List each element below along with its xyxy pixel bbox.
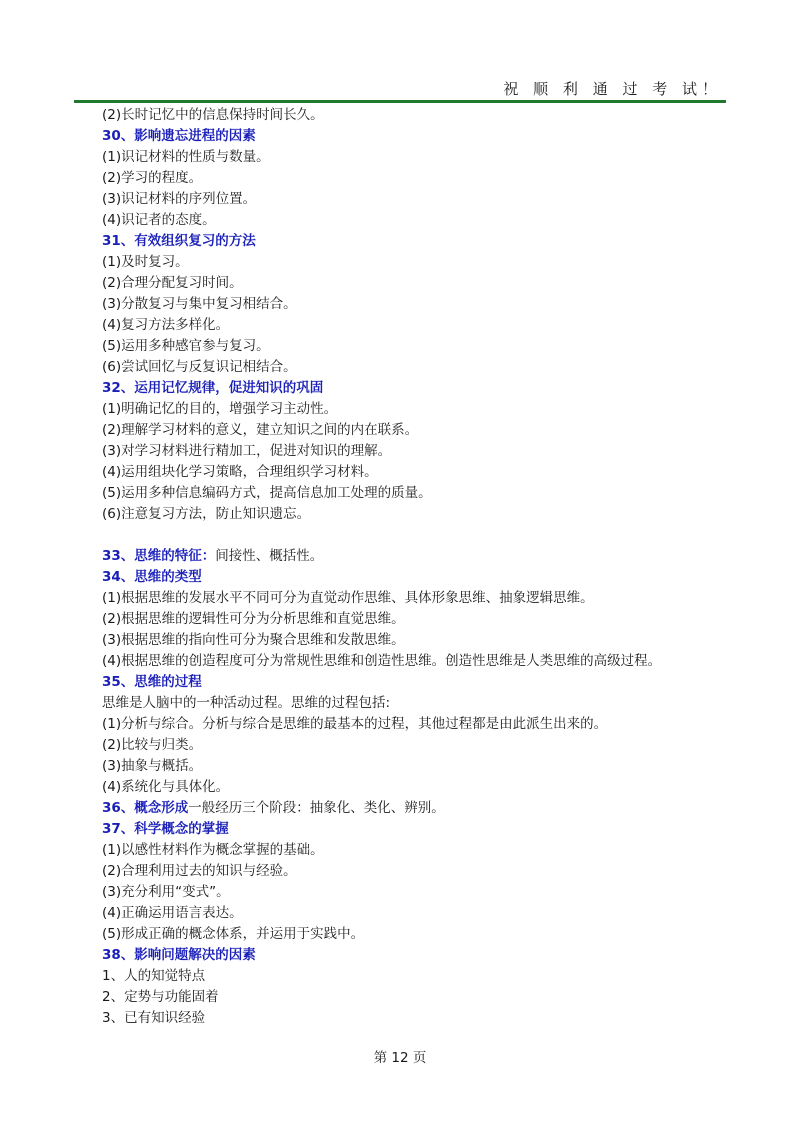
text-line: (2)比较与归类。 [102, 737, 203, 753]
text-line: (6)注意复习方法，防止知识遗忘。 [102, 506, 311, 522]
text-line: (4)正确运用语言表达。 [102, 905, 243, 921]
document-body [102, 105, 732, 1029]
text-line: (5)形成正确的概念体系，并运用于实践中。 [102, 926, 365, 942]
text-line: (3)抽象与概括。 [102, 758, 203, 774]
page-number: 第 12 页 [373, 1050, 427, 1066]
text-line: 3、已有知识经验 [102, 1010, 206, 1026]
heading-label: 36、概念形成 [102, 800, 189, 816]
text-line: (4)识记者的态度。 [102, 212, 216, 228]
text-line: (5)运用多种信息编码方式，提高信息加工处理的质量。 [102, 485, 432, 501]
text-line: (4)运用组块化学习策略，合理组织学习材料。 [102, 464, 378, 480]
text-line: (2)理解学习材料的意义，建立知识之间的内在联系。 [102, 422, 419, 438]
text-line: 思维是人脑中的一种活动过程。思维的过程包括: [102, 695, 391, 711]
text-line: (3)充分利用“变式”。 [102, 884, 230, 900]
text-line: (2)根据思维的逻辑性可分为分析思维和直觉思维。 [102, 611, 405, 627]
text-line: (1)及时复习。 [102, 254, 189, 270]
text-line: (3)对学习材料进行精加工，促进对知识的理解。 [102, 443, 392, 459]
page-header-text: 祝 顺 利 通 过 考 试！ [503, 80, 722, 98]
text-line: (4)根据思维的创造程度可分为常规性思维和创造性思维。创造性思维是人类思维的高级过程。 [102, 653, 662, 669]
text-line: (3)根据思维的指向性可分为聚合思维和发散思维。 [102, 632, 405, 648]
heading-description: 一般经历三个阶段：抽象化、类化、辨别。 [188, 800, 445, 816]
text-line: (4)复习方法多样化。 [102, 317, 230, 333]
text-line: (3)分散复习与集中复习相结合。 [102, 296, 297, 312]
text-line: (1)明确记忆的目的，增强学习主动性。 [102, 401, 338, 417]
blank-line [102, 525, 732, 546]
section-heading: 34、思维的类型 [102, 569, 202, 585]
section-heading-inline [102, 798, 732, 819]
section-heading: 30、影响遗忘进程的因素 [102, 128, 256, 144]
text-line: (2)学习的程度。 [102, 170, 203, 186]
text-line: (5)运用多种感官参与复习。 [102, 338, 270, 354]
text-line: (2)合理分配复习时间。 [102, 275, 243, 291]
section-heading: 38、影响问题解决的因素 [102, 947, 256, 963]
section-heading-inline [102, 546, 732, 567]
text-line: (3)识记材料的序列位置。 [102, 191, 257, 207]
text-line: 2、定势与功能固着 [102, 989, 219, 1005]
text-line: (6)尝试回忆与反复识记相结合。 [102, 359, 297, 375]
text-line: (1)识记材料的性质与数量。 [102, 149, 270, 165]
heading-description: 间接性、概括性。 [215, 548, 324, 564]
text-line: (2)合理利用过去的知识与经验。 [102, 863, 297, 879]
text-line: (1)分析与综合。分析与综合是思维的最基本的过程，其他过程都是由此派生出来的。 [102, 716, 608, 732]
text-line: (1)根据思维的发展水平不同可分为直觉动作思维、具体形象思维、抽象逻辑思维。 [102, 590, 594, 606]
text-line: (1)以感性材料作为概念掌握的基础。 [102, 842, 324, 858]
text-line: (2)长时记忆中的信息保持时间长久。 [102, 107, 324, 123]
section-heading: 31、有效组织复习的方法 [102, 233, 256, 249]
header-rule [74, 100, 726, 103]
section-heading: 37、科学概念的掌握 [102, 821, 229, 837]
section-heading: 32、运用记忆规律，促进知识的巩固 [102, 380, 324, 396]
section-heading: 35、思维的过程 [102, 674, 202, 690]
heading-label: 33、思维的特征： [102, 548, 216, 564]
text-line: (4)系统化与具体化。 [102, 779, 230, 795]
text-line: 1、人的知觉特点 [102, 968, 206, 984]
